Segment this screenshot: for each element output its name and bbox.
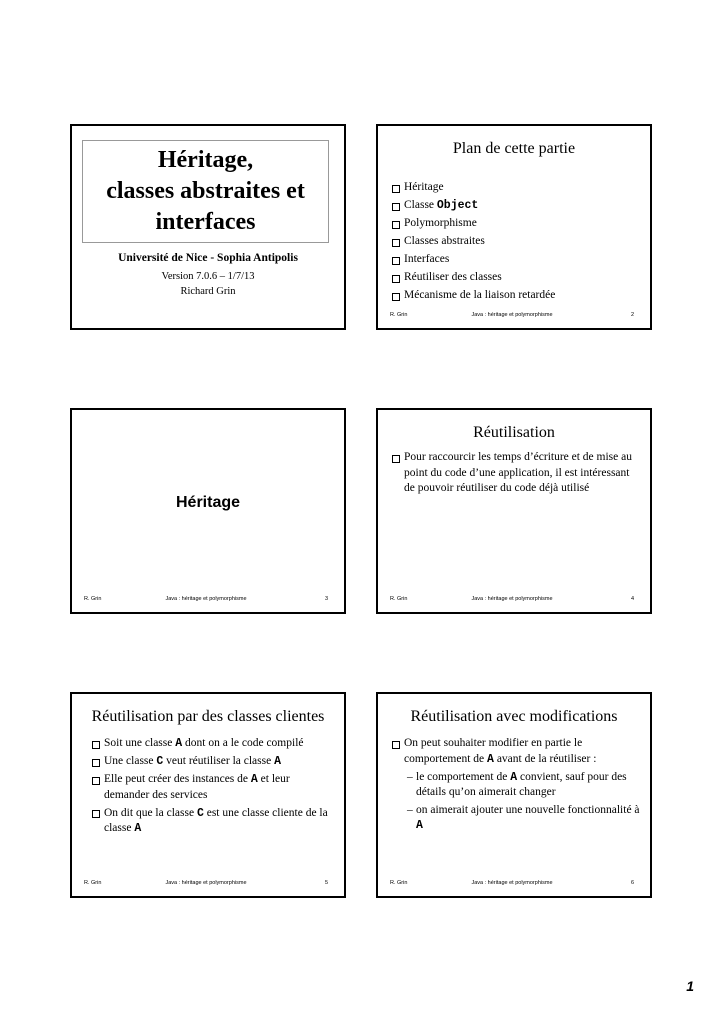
- slide-number: 2: [630, 312, 634, 318]
- author-name: Richard Grin: [180, 286, 236, 297]
- footer-author: R. Grin: [84, 596, 102, 602]
- slide-5: [70, 692, 346, 898]
- list-item: Une classe C veut réutiliser la classe A: [92, 754, 334, 770]
- footer-author: R. Grin: [390, 312, 408, 318]
- list-item: On dit que la classe C est une classe cliente de la classe A: [92, 806, 334, 837]
- slide-3: [70, 408, 346, 614]
- slide-footer: [390, 312, 634, 320]
- dash-bullet: –: [407, 803, 413, 816]
- slide-4-content: [392, 450, 640, 499]
- square-bullet-icon: [392, 257, 400, 265]
- square-bullet-icon: [392, 455, 400, 463]
- slide-number: 6: [630, 880, 634, 886]
- square-bullet-icon: [392, 185, 400, 193]
- slide-2-content: [392, 180, 640, 306]
- university: Université de Nice - Sophia Antipolis: [118, 252, 298, 264]
- slide-6: [376, 692, 652, 898]
- slide-2: [376, 124, 652, 330]
- footer-course: Java : héritage et polymorphisme: [165, 596, 247, 602]
- square-bullet-icon: [92, 810, 100, 818]
- footer-course: Java : héritage et polymorphisme: [471, 880, 553, 886]
- footer-course: Java : héritage et polymorphisme: [165, 880, 247, 886]
- square-bullet-icon: [92, 741, 100, 749]
- list-item: Classes abstraites: [392, 234, 640, 250]
- sub-list-item: – on aimerait ajouter une nouvelle fonctionnalité à A: [407, 803, 640, 832]
- sub-list-item: – le comportement de A convient, sauf pour des détails qu’on aimerait changer: [407, 770, 627, 798]
- footer-author: R. Grin: [390, 596, 408, 602]
- slide-3-title: Héritage: [175, 494, 241, 511]
- slide-4: [376, 408, 652, 614]
- slide-4-title: Réutilisation: [473, 424, 555, 441]
- list-item: Interfaces: [392, 252, 640, 268]
- slide-1-meta: [72, 252, 344, 299]
- slide-number: 3: [324, 596, 328, 602]
- slide-1-title-line-2: classes abstraites et: [106, 178, 305, 204]
- square-bullet-icon: [92, 759, 100, 767]
- list-item: On peut souhaiter modifier en partie le comportement de A avant de la réutiliser :: [392, 736, 640, 767]
- list-item: Polymorphisme: [392, 216, 640, 232]
- slide-number: 5: [324, 880, 328, 886]
- footer-author: R. Grin: [390, 880, 408, 886]
- slide-footer: [84, 880, 328, 888]
- slide-5-content: [92, 736, 334, 839]
- slide-number: 4: [630, 596, 634, 602]
- slide-footer: [390, 596, 634, 604]
- square-bullet-icon: [392, 741, 400, 749]
- slide-footer: [390, 880, 634, 888]
- slide-footer: [84, 596, 328, 604]
- slide-6-content: [392, 736, 640, 836]
- square-bullet-icon: [92, 777, 100, 785]
- slide-1: [70, 124, 346, 330]
- footer-course: Java : héritage et polymorphisme: [471, 596, 553, 602]
- square-bullet-icon: [392, 221, 400, 229]
- square-bullet-icon: [392, 239, 400, 247]
- square-bullet-icon: [392, 275, 400, 283]
- list-item: Classe Object: [392, 198, 640, 214]
- slide-2-title: Plan de cette partie: [452, 140, 576, 157]
- square-bullet-icon: [392, 203, 400, 211]
- version: Version 7.0.6 – 1/7/13: [161, 271, 255, 282]
- square-bullet-icon: [392, 293, 400, 301]
- page-number: 1: [686, 978, 694, 994]
- slide-6-title: Réutilisation avec modifications: [410, 708, 618, 725]
- list-item: Elle peut créer des instances de A et leur demander des services: [92, 772, 334, 803]
- list-item: Pour raccourcir les temps d’écriture et de mise au point du code d’une application, il est intéressant de pouvoir réutiliser du code déjà utilisé: [392, 450, 640, 497]
- list-item: Réutiliser des classes: [392, 270, 640, 286]
- dash-bullet: –: [407, 770, 413, 783]
- slide-1-title-line-3: interfaces: [155, 209, 256, 235]
- footer-course: Java : héritage et polymorphisme: [471, 312, 553, 318]
- list-item: Mécanisme de la liaison retardée: [392, 288, 640, 304]
- footer-author: R. Grin: [84, 880, 102, 886]
- slide-5-title: Réutilisation par des classes clientes: [91, 708, 325, 725]
- list-item: Soit une classe A dont on a le code compilé: [92, 736, 334, 752]
- title-box: [82, 140, 329, 243]
- slide-1-title-line-1: Héritage,: [157, 147, 254, 173]
- list-item: Héritage: [392, 180, 640, 196]
